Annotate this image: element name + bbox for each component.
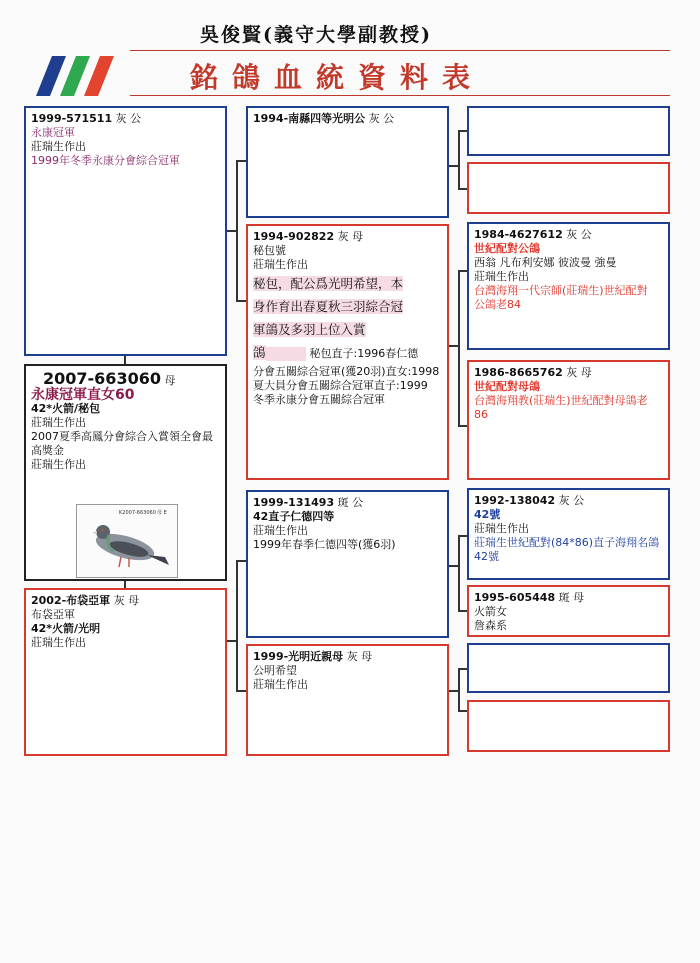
header-rule-bottom <box>130 95 670 96</box>
dss-card <box>467 488 670 580</box>
sire-name: 永康冠軍 <box>31 126 75 139</box>
sd-breeder: 莊瑞生作出 <box>253 258 308 271</box>
dss-name: 42號 <box>474 508 501 521</box>
dam-dam-card <box>246 644 449 756</box>
dam-breeder: 莊瑞生作出 <box>31 636 86 649</box>
sd-highlight-2: 身作育出春夏秋三羽綜合冠 <box>253 299 404 314</box>
dam-name: 布袋亞軍 <box>31 608 75 621</box>
subject-card <box>24 364 227 581</box>
dd-breeder: 莊瑞生作出 <box>253 678 308 691</box>
subject-line-0: 42*火箭/秘包 <box>31 402 101 415</box>
connector <box>448 165 458 167</box>
sdd-note1: 台灣海翔教(莊瑞生)世紀配對母鴿老 <box>474 394 648 407</box>
owner-heading: 吳俊賢(義守大學副教授) <box>200 24 432 46</box>
connector <box>458 668 460 710</box>
sss-card-empty <box>467 106 670 156</box>
dd-name: 公明希望 <box>253 664 297 677</box>
sds-meta: 灰 公 <box>566 228 592 241</box>
ds-name: 42直子仁德四等 <box>253 510 335 523</box>
sd-highlight-3: 軍鴿及多羽上位入賞 <box>253 322 366 337</box>
subject-line-2: 2007夏季高鳳分會綜合入賞領全會最高獎金 <box>31 430 213 457</box>
dam-parents: 42*火箭/光明 <box>31 622 101 635</box>
sds-card <box>467 222 670 350</box>
subject-ring: 2007-663060 <box>43 369 161 388</box>
pigeon-photo <box>76 504 178 578</box>
ds-breeder: 莊瑞生作出 <box>253 524 308 537</box>
sds-ring: 1984-4627612 <box>474 228 563 241</box>
dam-card <box>24 588 227 756</box>
photo-ring-label: K2007-663060 <box>119 510 156 516</box>
sdd-note2: 86 <box>474 408 488 421</box>
sire-dam-card <box>246 224 449 480</box>
connector <box>124 580 126 588</box>
dsd-card <box>467 585 670 637</box>
photo-sex-label: 母 E <box>157 510 167 516</box>
sd-ring: 1994-902822 <box>253 230 335 243</box>
ds-ring: 1999-131493 <box>253 496 335 509</box>
dds-card-empty <box>467 643 670 693</box>
dss-note2: 42號 <box>474 550 499 563</box>
sd-line-6: 夏大員分會五關綜合冠軍直子:1999 <box>253 379 428 392</box>
ds-meta: 斑 公 <box>337 496 364 509</box>
subject-sex: 母 <box>164 374 176 387</box>
subject-line-3: 莊瑞生作出 <box>31 458 86 471</box>
connector <box>448 345 458 347</box>
sire-meta: 灰 公 <box>115 112 142 125</box>
sdd-name: 世紀配對母鴿 <box>474 380 540 393</box>
document-title: 銘鴿血統資料表 <box>190 61 485 94</box>
dsd-name: 火箭女 <box>474 605 507 618</box>
sd-name: 秘包號 <box>253 244 286 257</box>
sd-meta: 灰 母 <box>337 230 364 243</box>
dsd-ring: 1995-605448 <box>474 591 556 604</box>
dsd-meta: 斑 母 <box>558 591 585 604</box>
sds-note2: 公鴿老84 <box>474 298 521 311</box>
sds-line1: 西翁 凡布利安娜 彼波曼 強曼 <box>474 256 617 269</box>
connector <box>448 565 458 567</box>
sire-sire-card <box>246 106 449 218</box>
sire-note: 1999年冬季永康分會綜合冠軍 <box>31 154 180 167</box>
ss-meta: 灰 公 <box>368 112 395 125</box>
ds-note: 1999年春季仁德四等(獲6羽) <box>253 538 396 551</box>
sire-breeder: 莊瑞生作出 <box>31 140 86 153</box>
ssd-card-empty <box>467 162 670 214</box>
dss-breeder: 莊瑞生作出 <box>474 522 529 535</box>
connector <box>458 270 460 425</box>
sire-card <box>24 106 227 356</box>
header-rule-top <box>130 50 670 51</box>
pigeon-image <box>77 505 177 577</box>
dsd-line1: 詹森系 <box>474 619 507 632</box>
dam-ring: 2002-布袋亞軍 <box>31 594 111 607</box>
sd-highlight-4b: 秘包直子:1996春仁德 <box>309 347 419 360</box>
dam-meta: 灰 母 <box>113 594 140 607</box>
sdd-ring: 1986-8665762 <box>474 366 563 379</box>
sire-ring: 1999-571511 <box>31 112 113 125</box>
sd-line-5: 分會五關綜合冠軍(獲20羽)直女:1998 <box>253 365 440 378</box>
sds-note1: 台灣海翔一代宗師(莊瑞生)世紀配對 <box>474 284 648 297</box>
dss-note1: 莊瑞生世紀配對(84*86)直子海翔名鴿 <box>474 536 660 549</box>
connector <box>448 690 458 692</box>
ddd-card-empty <box>467 700 670 752</box>
subject-name: 永康冠軍直女60 <box>31 387 135 403</box>
dd-ring: 1999-光明近親母 <box>253 650 344 663</box>
ss-title: 1994-南縣四等光明公 <box>253 112 366 125</box>
sds-breeder: 莊瑞生作出 <box>474 270 529 283</box>
connector <box>227 640 236 642</box>
dss-meta: 灰 公 <box>558 494 585 507</box>
stripe-logo <box>26 56 126 96</box>
sdd-meta: 灰 母 <box>566 366 592 379</box>
connector <box>458 130 460 188</box>
subject-line-1: 莊瑞生作出 <box>31 416 86 429</box>
connector <box>458 535 460 610</box>
sds-name: 世紀配對公鴿 <box>474 242 540 255</box>
dss-ring: 1992-138042 <box>474 494 556 507</box>
sdd-card <box>467 360 670 480</box>
dd-meta: 灰 母 <box>346 650 373 663</box>
connector <box>236 560 238 690</box>
sd-highlight-1: 秘包，配公爲光明希望，本 <box>253 276 404 291</box>
dam-sire-card <box>246 490 449 638</box>
sd-line-7: 冬季永康分會五關綜合冠軍 <box>253 393 385 406</box>
sd-highlight-4: 鴿 <box>253 345 266 360</box>
connector <box>236 160 238 300</box>
